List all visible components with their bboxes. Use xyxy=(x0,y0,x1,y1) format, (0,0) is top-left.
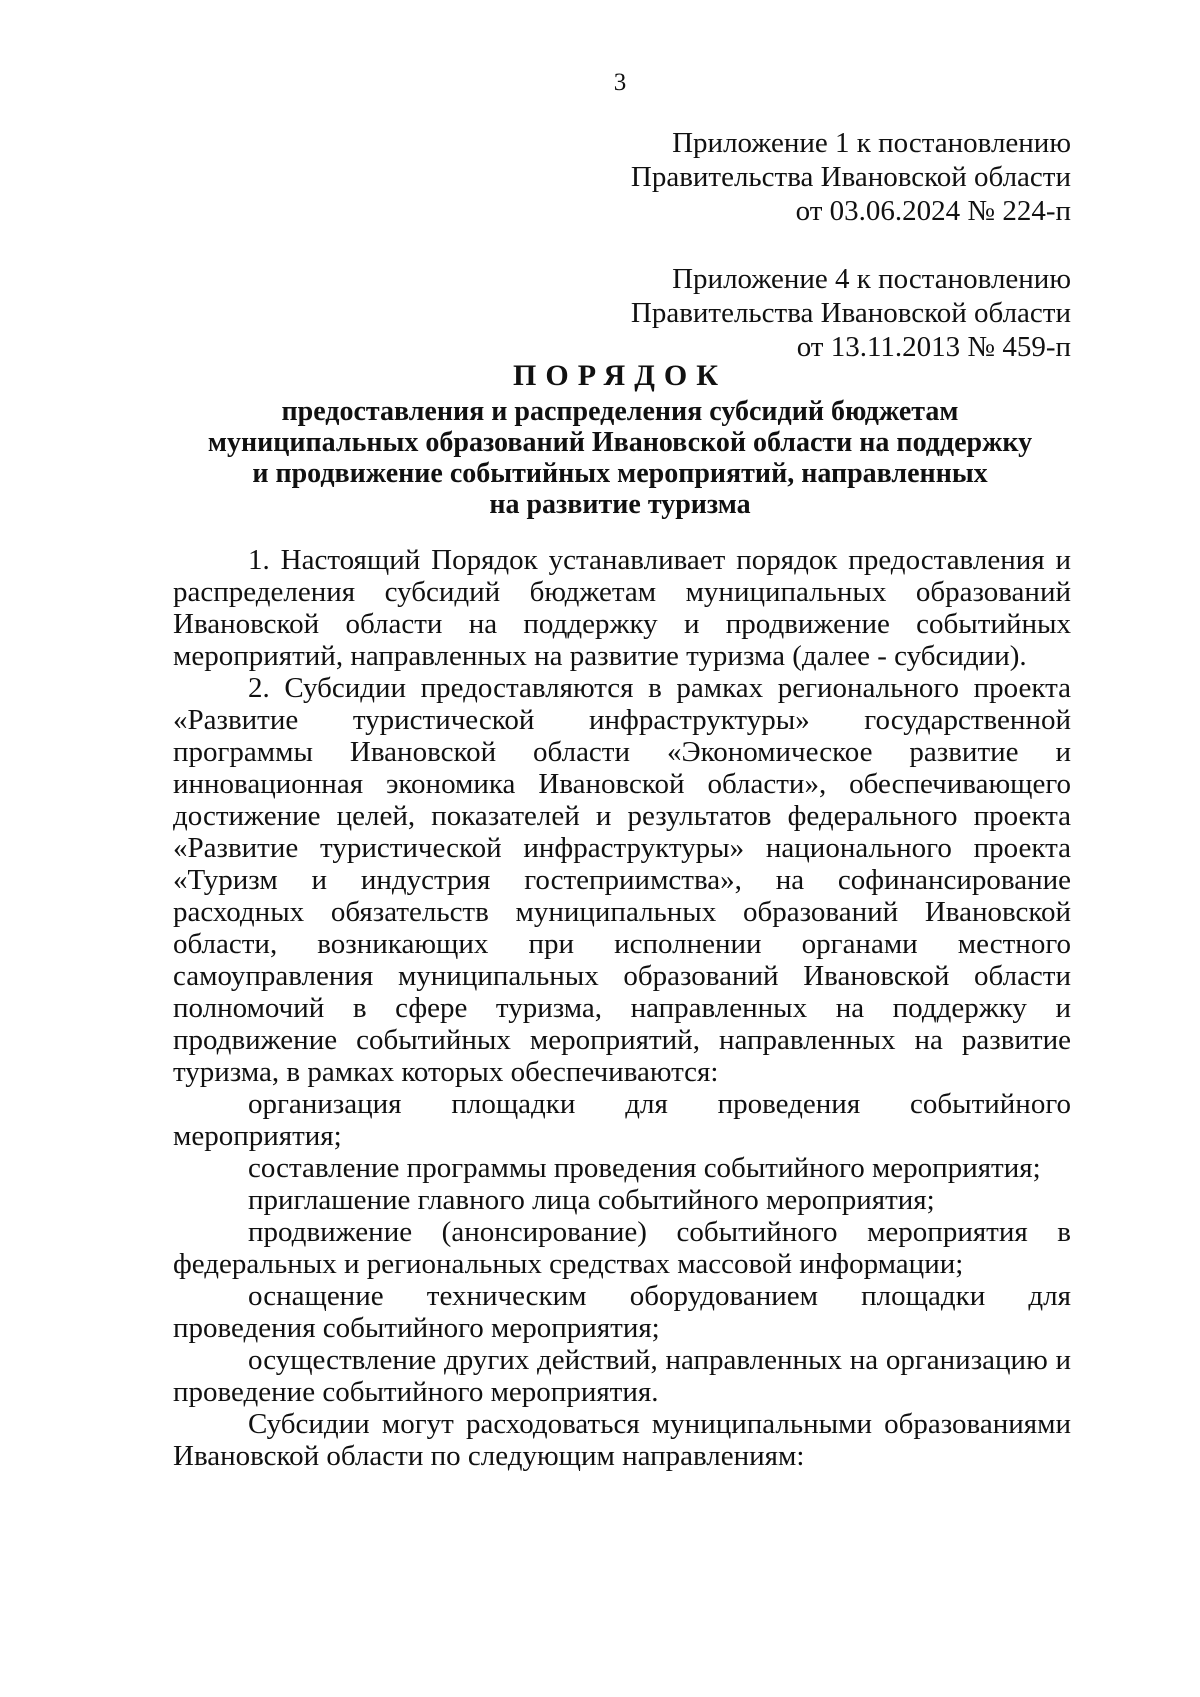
document-body xyxy=(173,544,1071,1472)
paragraph-1: 1. Настоящий Порядок устанавливает порядок предоставления и распределения субсидий бюджетам муниципальных образований Ивановской области на поддержку и продвижение событийных мероприятий, направленных на развитие туризма (далее - субсидии). xyxy=(173,544,1071,672)
list-item-2: составление программы проведения событийного мероприятия; xyxy=(248,1152,1041,1184)
title-line-1: предоставления и распределения субсидий бюджетам xyxy=(281,396,959,427)
attachment-1-line-1: Приложение 1 к постановлению xyxy=(672,127,1071,159)
paragraph-2: 2. Субсидии предоставляются в рамках регионального проекта «Развитие туристической инфраструктуры» государственной программы Ивановской области «Экономическое развитие и инновационная экономика Ивановской области», обеспечивающего достижение целей, показателей и результатов федерального проекта «Развитие туристической инфраструктуры» национального проекта «Туризм и индустрия гостеприимства», на софинансирование расходных обязательств муниципальных образований Ивановской области, возникающих при исполнении органами местного самоуправления муниципальных образований Ивановской области полномочий в сфере туризма, направленных на поддержку и продвижение событийных мероприятий, направленных на развитие туризма, в рамках которых обеспечиваются: xyxy=(173,672,1071,1088)
attachment-2-line-3: от 13.11.2013 № 459-п xyxy=(796,331,1071,363)
attachment-1-line-3: от 03.06.2024 № 224-п xyxy=(795,195,1071,227)
list-item-5: оснащение техническим оборудованием площадки для проведения событийного мероприятия; xyxy=(173,1280,1071,1344)
attachment-2-line-2: Правительства Ивановской области xyxy=(630,297,1071,329)
list-item-4: продвижение (анонсирование) событийного мероприятия в федеральных и региональных средствах массовой информации; xyxy=(173,1216,1071,1280)
list-item-3: приглашение главного лица событийного мероприятия; xyxy=(248,1184,935,1216)
attachment-header-1 xyxy=(631,126,1071,228)
title-line-4: на развитие туризма xyxy=(489,489,751,520)
list-item-1: организация площадки для проведения событийного мероприятия; xyxy=(173,1088,1071,1152)
title-line-2: муниципальных образований Ивановской области на поддержку xyxy=(207,427,1033,458)
document-title xyxy=(0,358,1200,520)
paragraph-3: Субсидии могут расходоваться муниципальными образованиями Ивановской области по следующим направлениям: xyxy=(173,1408,1071,1472)
title-main: ПОРЯДОК xyxy=(513,359,727,392)
title-line-3: и продвижение событийных мероприятий, направленных xyxy=(252,458,988,489)
attachment-1-line-2: Правительства Ивановской области xyxy=(630,161,1071,193)
attachment-header-2 xyxy=(631,262,1071,364)
page-number: 3 xyxy=(613,69,627,96)
attachment-2-line-1: Приложение 4 к постановлению xyxy=(672,263,1071,295)
list-item-6: осуществление других действий, направленных на организацию и проведение событийного мероприятия. xyxy=(173,1344,1071,1408)
